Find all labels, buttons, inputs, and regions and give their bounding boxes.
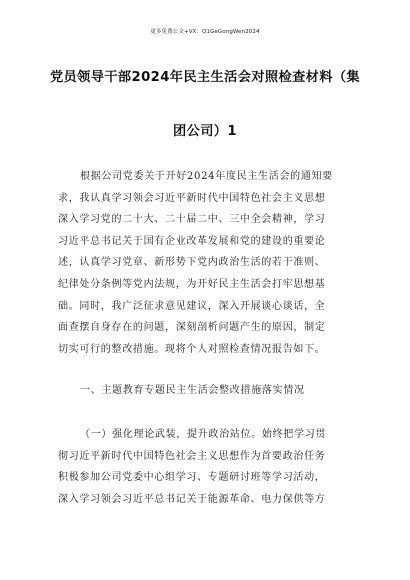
paragraph-line: 述，认真学习党章、新形势下党内政治生活的若干准则、 (58, 257, 326, 269)
paragraph-line: 切实可行的整改措施。现将个人对照检查情况报告如下。 (58, 343, 326, 355)
section-paragraph (58, 424, 360, 510)
paragraph-line: 积极参加公司党委中心组学习、专题研讨班等学习活动， (58, 472, 326, 484)
paragraph-line: （一）强化理论武装，提升政治站位。始终把学习贯 (80, 429, 327, 440)
paragraph-line: 彻习近平新时代中国特色社会主义思想作为首要政治任务 (58, 450, 326, 462)
paragraph-line: 求，我认真学习领会习近平新时代中国特色社会主义思想 (58, 192, 326, 204)
document-title-line-2: 团公司）1 (173, 124, 237, 139)
paragraph-line: 深入学习党的二十大、二十届二中、三中全会精神，学习 (58, 214, 326, 226)
paragraph-line: 深入学习领会习近平总书记关于能源革命、电力保供等方 (58, 493, 326, 505)
section-heading (58, 380, 360, 402)
paragraph-line: 础。同时，我广泛征求意见建议，深入开展谈心谈话，全 (58, 300, 326, 312)
paragraph-line: 纪律处分条例等党内法规，为开好民主生活会打牢思想基 (58, 278, 326, 290)
paragraph-line: 习近平总书记关于国有企业改革发展和党的建设的重要论 (58, 235, 326, 247)
document-title-line-1: 党员领导干部2024年民主生活会对照检查材料（集 (49, 70, 361, 85)
paragraph-line: 面查摆自身存在的问题，深刻剖析问题产生的原因，制定 (58, 322, 326, 334)
intro-paragraph (58, 166, 360, 360)
paragraph-line: 根据公司党委关于开好2024年度民主生活会的通知要 (80, 171, 333, 182)
header-note: 更多免费公文+VX：Q1GeGongWen2024 (150, 29, 260, 35)
section-heading-text: 一、主题教育专题民主生活会整改措施落实情况 (80, 385, 305, 396)
